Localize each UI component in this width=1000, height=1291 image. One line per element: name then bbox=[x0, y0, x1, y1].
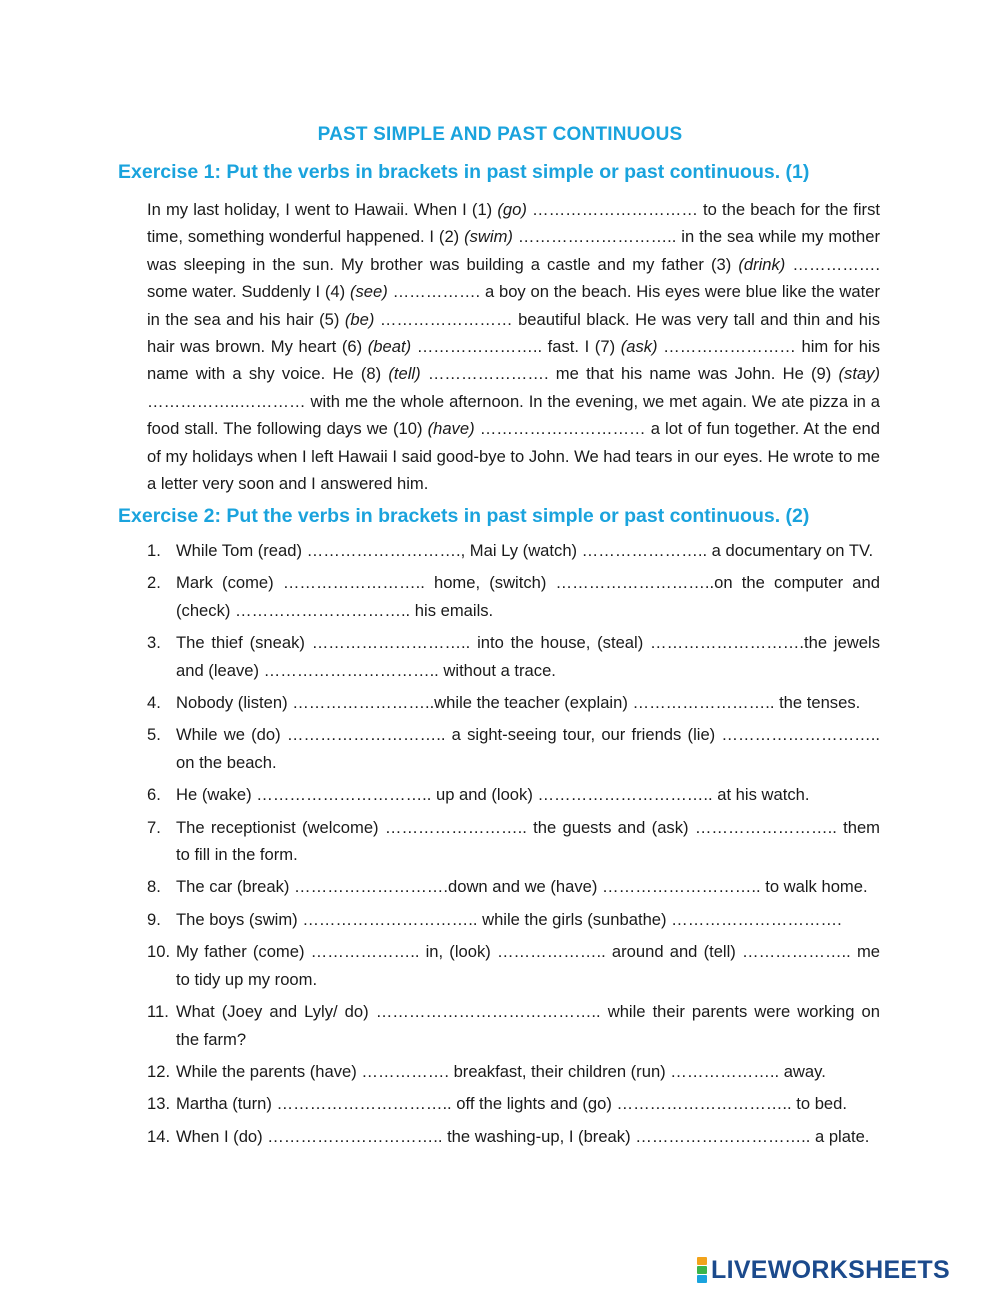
exercise-item-number: 4. bbox=[147, 693, 161, 713]
verb-prompt: (see) bbox=[349, 282, 388, 302]
verb-prompt: (stay) bbox=[838, 364, 880, 384]
exercise-item bbox=[147, 814, 880, 869]
exercise-item bbox=[147, 629, 880, 684]
exercise-2-list bbox=[147, 537, 880, 1155]
verb-prompt: (beat) bbox=[367, 337, 412, 357]
exercise-item-number: 6. bbox=[147, 785, 161, 805]
exercise-item bbox=[147, 1123, 880, 1150]
exercise-item-number: 9. bbox=[147, 909, 161, 929]
logo-block bbox=[697, 1266, 707, 1274]
exercise-item bbox=[147, 938, 880, 993]
verb-prompt: (drink) bbox=[738, 254, 786, 274]
exercise-item-text: When I (do) ………………………….. the washing-up, I (break) ………………………….. a plate. bbox=[176, 1126, 870, 1146]
logo-block bbox=[697, 1275, 707, 1283]
exercise-item-number: 8. bbox=[147, 877, 161, 897]
verb-prompt: (have) bbox=[427, 419, 475, 439]
exercise-item-text: The boys (swim) ………………………….. while the girls (sunbathe) …………………………. bbox=[176, 909, 842, 929]
paragraph-text: ……………. some water. Suddenly I (4) bbox=[147, 254, 880, 302]
exercise-item-number: 3. bbox=[147, 633, 161, 653]
exercise-item bbox=[147, 781, 880, 808]
exercise-item-text: While Tom (read) ………………………., Mai Ly (watch) ………………….. a documentary on TV. bbox=[176, 541, 874, 560]
liveworksheets-logo-icon bbox=[697, 1257, 707, 1283]
exercise-item-text: Martha (turn) ………………………….. off the lights and (go) ………………………….. to bed. bbox=[176, 1094, 847, 1114]
verb-prompt: (swim) bbox=[464, 227, 513, 247]
paragraph-text: …………………… him for his name with a shy voice. He (8) bbox=[147, 337, 880, 384]
logo-block bbox=[697, 1257, 707, 1265]
paragraph-text: ………………….. fast. I (7) bbox=[411, 337, 621, 357]
exercise-1-paragraph bbox=[147, 196, 880, 497]
exercise-item bbox=[147, 721, 880, 776]
exercise-item bbox=[147, 689, 880, 716]
exercise-item-number: 5. bbox=[147, 725, 161, 745]
paragraph-text: …………………. me that his name was John. He (9) bbox=[420, 364, 839, 384]
exercise-item-number: 7. bbox=[147, 817, 161, 837]
paragraph-text: ……………. a boy on the beach. His eyes were blue like the water in the sea and his hair (5) bbox=[147, 282, 880, 329]
exercise-item bbox=[147, 1058, 880, 1085]
exercise-item-number: 1. bbox=[147, 541, 161, 560]
paragraph-text: …………………… beautiful black. He was very tall and thin and his hair was brown. My heart (6) bbox=[147, 309, 881, 357]
exercise-item-text: Mark (come) …………………….. home, (switch) ………………………..on the computer and (check) ………………………….. his emails. bbox=[176, 573, 880, 620]
exercise-item bbox=[147, 1090, 880, 1117]
exercise-item-number: 2. bbox=[147, 573, 161, 593]
exercise-item-number: 10. bbox=[147, 942, 171, 962]
exercise-item-text: What (Joey and Lyly/ do) ………………………………….. while their parents were working on the farm? bbox=[176, 1002, 880, 1049]
exercise-item-text: While the parents (have) ……………. breakfast, their children (run) ……………….. away. bbox=[176, 1061, 826, 1081]
exercise-item-text: Nobody (listen) ……………………..while the teacher (explain) …………………….. the tenses. bbox=[176, 693, 861, 713]
exercise-item bbox=[147, 537, 880, 564]
verb-prompt: (go) bbox=[497, 200, 527, 219]
exercise-item-number: 13. bbox=[147, 1094, 171, 1114]
liveworksheets-logo-text: LIVEWORKSHEETS bbox=[711, 1255, 950, 1284]
paragraph-text: ………………………… a lot of fun together. At the end of my holidays when I left Hawaii I said good-bye to John. We had tears in our eyes. He wrote to me a letter very soon and I answered him. bbox=[147, 419, 880, 494]
paragraph-text: ………………………… to the beach for the first time, something wonderful happened. I (2) bbox=[147, 200, 880, 247]
exercise-2-heading: Exercise 2: Put the verbs in brackets in past simple or past continuous. (2) bbox=[118, 505, 810, 527]
paragraph-text: In my last holiday, I went to Hawaii. When I (1) bbox=[147, 200, 498, 219]
exercise-item bbox=[147, 998, 880, 1053]
liveworksheets-logo bbox=[697, 1256, 950, 1284]
exercise-item-number: 14. bbox=[147, 1126, 171, 1146]
exercise-item-number: 11. bbox=[147, 1002, 169, 1022]
exercise-item-text: He (wake) ………………………….. up and (look) ………………………….. at his watch. bbox=[176, 785, 810, 805]
page-title: PAST SIMPLE AND PAST CONTINUOUS bbox=[317, 124, 683, 145]
exercise-item-number: 12. bbox=[147, 1061, 171, 1081]
exercise-item-text: The car (break) ……………………….down and we (have) ……………………….. to walk home. bbox=[176, 877, 868, 897]
exercise-item bbox=[147, 569, 880, 624]
verb-prompt: (be) bbox=[344, 309, 375, 329]
paragraph-text: ……………..………… with me the whole afternoon. In the evening, we met again. We ate pizza in a food stall. The following days we (10) bbox=[147, 391, 880, 439]
verb-prompt: (tell) bbox=[388, 364, 421, 384]
paragraph-text: ……………………….. in the sea while my mother was sleeping in the sun. My brother was building a castle and my father (3) bbox=[147, 227, 880, 274]
exercise-item-text: While we (do) ……………………….. a sight-seeing tour, our friends (lie) ……………………….. on the beach. bbox=[176, 725, 880, 772]
exercise-item-text: My father (come) ……………….. in, (look) ……………….. around and (tell) ……………….. me to tidy up my room. bbox=[176, 942, 880, 989]
exercise-item-text: The thief (sneak) ……………………….. into the house, (steal) ……………………….the jewels and (leave) ………………………….. without a trace. bbox=[176, 633, 880, 680]
exercise-item bbox=[147, 873, 880, 900]
exercise-item bbox=[147, 906, 880, 933]
exercise-1-heading: Exercise 1: Put the verbs in brackets in past simple or past continuous. (1) bbox=[118, 161, 810, 183]
exercise-item-text: The receptionist (welcome) …………………….. the guests and (ask) …………………….. them to fill in the form. bbox=[176, 817, 880, 865]
verb-prompt: (ask) bbox=[620, 337, 658, 357]
